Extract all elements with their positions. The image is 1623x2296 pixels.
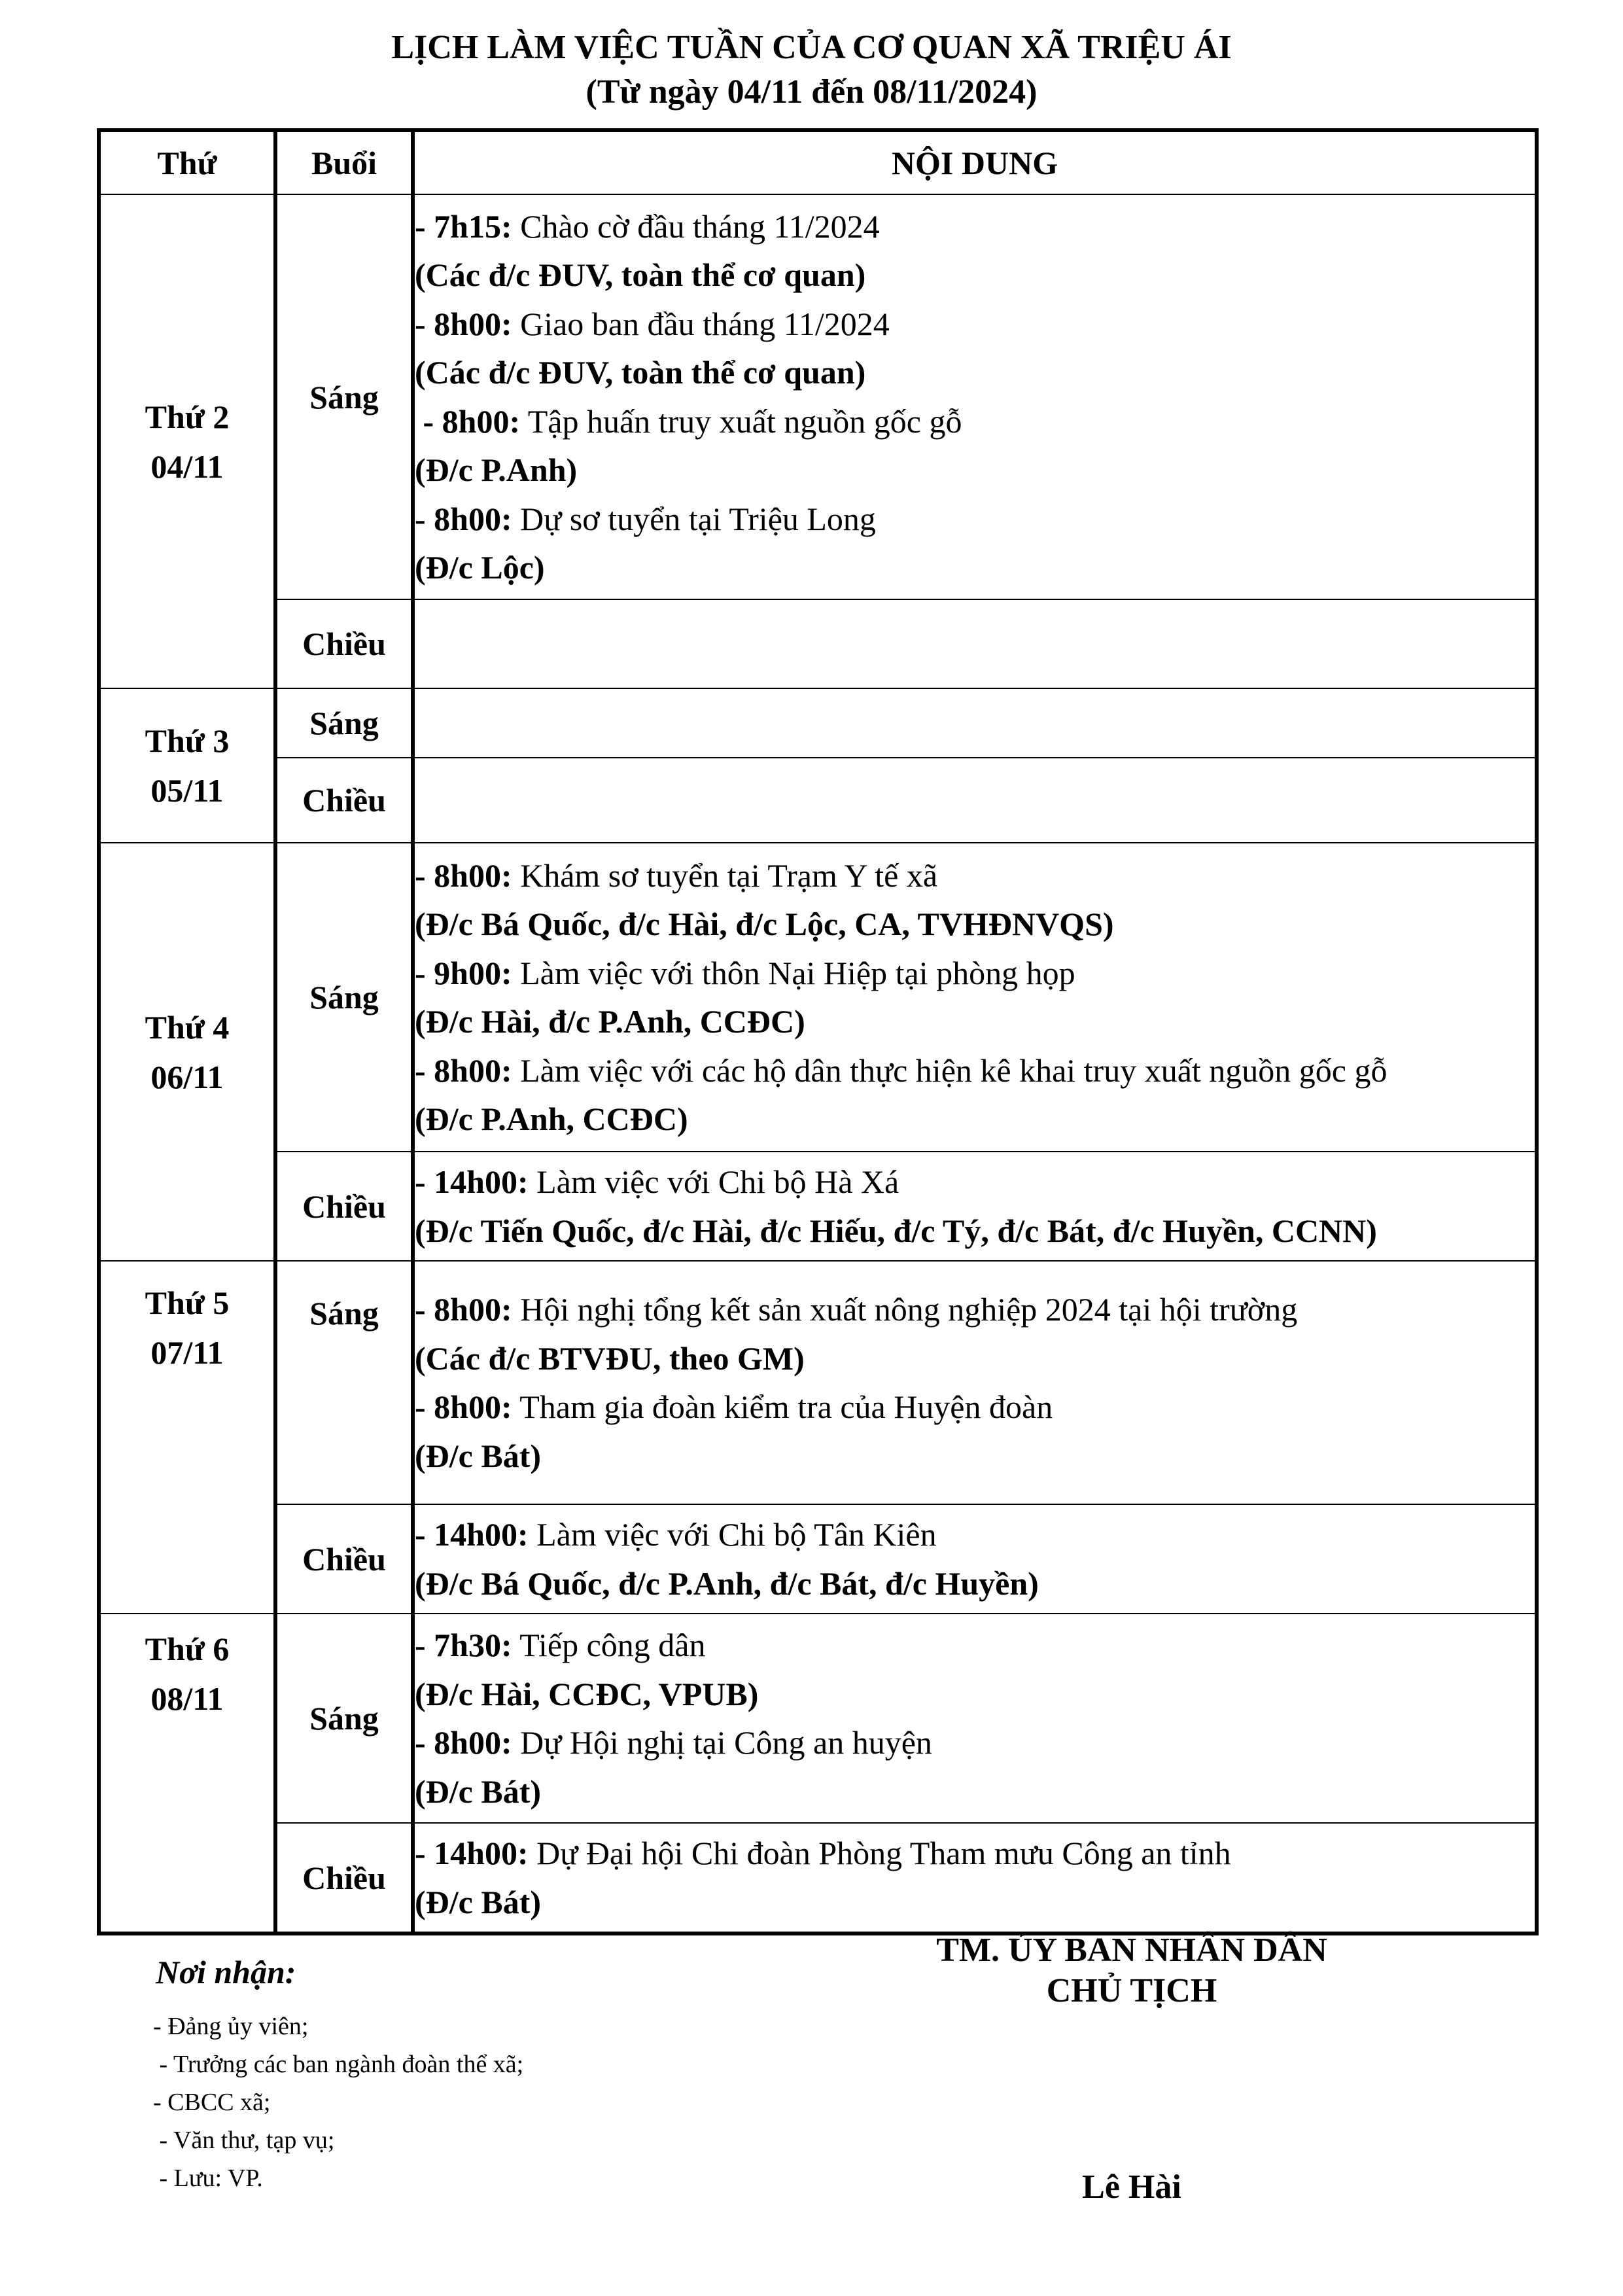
task-people: (Đ/c Tiến Quốc, đ/c Hài, đ/c Hiếu, đ/c Tý, đ/c Bát, đ/c Huyền, CCNN) bbox=[415, 1212, 1377, 1249]
session-morning: Sáng bbox=[275, 1614, 413, 1823]
task-line: - 7h30: Tiếp công dân bbox=[415, 1627, 706, 1663]
header-session: Buổi bbox=[275, 130, 413, 194]
content-cell bbox=[413, 1823, 1537, 1934]
day-cell bbox=[99, 1261, 275, 1614]
content-cell-empty bbox=[413, 688, 1537, 758]
day-name: Thứ 4 bbox=[145, 1008, 230, 1046]
day-name: Thứ 6 bbox=[145, 1631, 230, 1667]
content-cell-empty bbox=[413, 758, 1537, 843]
schedule-table bbox=[97, 128, 1539, 1935]
task-line: - 14h00: Làm việc với Chi bộ Hà Xá bbox=[415, 1163, 899, 1200]
recipient-item: - CBCC xã; bbox=[153, 2089, 271, 2116]
signer-name: Lê Hài bbox=[1082, 2168, 1181, 2206]
recipient-item: - Đảng ủy viên; bbox=[153, 2013, 309, 2040]
day-date: 08/11 bbox=[150, 1680, 224, 1717]
content-cell-empty bbox=[413, 599, 1537, 688]
header-day: Thứ bbox=[99, 130, 275, 194]
recipient-item: - Lưu: VP. bbox=[153, 2164, 263, 2192]
day-date: 06/11 bbox=[150, 1058, 224, 1095]
monday-morning-row bbox=[99, 194, 1537, 599]
content-cell bbox=[413, 843, 1537, 1152]
task-line: - 8h00: Dự sơ tuyển tại Triệu Long bbox=[415, 500, 876, 537]
task-people: (Đ/c Bá Quốc, đ/c P.Anh, đ/c Bát, đ/c Huyền) bbox=[415, 1564, 1039, 1602]
content-cell bbox=[413, 194, 1537, 599]
friday-morning-row bbox=[99, 1614, 1537, 1823]
task-people: (Các đ/c BTVĐU, theo GM) bbox=[415, 1339, 805, 1377]
session-afternoon: Chiều bbox=[275, 1152, 413, 1261]
task-people: (Đ/c P.Anh, CCĐC) bbox=[415, 1101, 688, 1137]
task-line: - 8h00: Hội nghị tổng kết sản xuất nông nghiệp 2024 tại hội trường bbox=[415, 1291, 1298, 1328]
content-cell bbox=[413, 1614, 1537, 1823]
session-morning: Sáng bbox=[275, 1261, 413, 1504]
thursday-morning-row bbox=[99, 1261, 1537, 1504]
task-line: - 8h00: Tham gia đoàn kiểm tra của Huyện đoàn bbox=[415, 1388, 1053, 1425]
task-line: - 8h00: Giao ban đầu tháng 11/2024 bbox=[415, 305, 890, 342]
task-people: (Đ/c Bát) bbox=[415, 1773, 541, 1810]
tuesday-afternoon-row bbox=[99, 758, 1537, 843]
day-cell bbox=[99, 843, 275, 1261]
header-content: NỘI DUNG bbox=[413, 130, 1537, 194]
task-people: (Đ/c Hài, CCĐC, VPUB) bbox=[415, 1675, 759, 1712]
recipients-title: Nơi nhận: bbox=[156, 1954, 296, 1990]
day-date: 04/11 bbox=[150, 448, 224, 485]
task-people: (Đ/c Hài, đ/c P.Anh, CCĐC) bbox=[415, 1003, 805, 1040]
task-people: (Đ/c Bát) bbox=[415, 1437, 541, 1474]
session-afternoon: Chiều bbox=[275, 758, 413, 843]
document-title: LỊCH LÀM VIỆC TUẦN CỦA CƠ QUAN XÃ TRIỆU ÁI bbox=[391, 29, 1232, 66]
day-cell bbox=[99, 1614, 275, 1934]
task-line: - 8h00: Tập huấn truy xuất nguồn gốc gỗ bbox=[415, 402, 962, 440]
recipient-item: - Văn thư, tạp vụ; bbox=[153, 2127, 335, 2154]
task-line: - 9h00: Làm việc với thôn Nại Hiệp tại phòng họp bbox=[415, 954, 1075, 991]
task-line: - 8h00: Dự Hội nghị tại Công an huyện bbox=[415, 1724, 932, 1761]
task-line: - 14h00: Dự Đại hội Chi đoàn Phòng Tham mưu Công an tỉnh bbox=[415, 1835, 1231, 1871]
recipient-item: - Trưởng các ban ngành đoàn thể xã; bbox=[153, 2051, 524, 2078]
day-name: Thứ 5 bbox=[145, 1284, 230, 1321]
session-afternoon: Chiều bbox=[275, 1823, 413, 1934]
day-name: Thứ 3 bbox=[145, 722, 230, 759]
task-people: (Đ/c Bát) bbox=[415, 1883, 541, 1920]
session-morning: Sáng bbox=[275, 688, 413, 758]
task-people: (Đ/c P.Anh) bbox=[415, 451, 578, 488]
content-cell bbox=[413, 1504, 1537, 1614]
task-people: (Các đ/c ĐUV, toàn thể cơ quan) bbox=[415, 354, 866, 391]
friday-afternoon-row bbox=[99, 1823, 1537, 1934]
thursday-afternoon-row bbox=[99, 1504, 1537, 1614]
task-line: - 14h00: Làm việc với Chi bộ Tân Kiên bbox=[415, 1516, 937, 1553]
wednesday-afternoon-row bbox=[99, 1152, 1537, 1261]
day-date: 05/11 bbox=[150, 772, 224, 809]
day-name: Thứ 2 bbox=[145, 398, 230, 435]
task-line: - 8h00: Khám sơ tuyển tại Trạm Y tế xã bbox=[415, 857, 938, 894]
day-cell bbox=[99, 688, 275, 843]
session-afternoon: Chiều bbox=[275, 1504, 413, 1614]
monday-afternoon-row bbox=[99, 599, 1537, 688]
task-line: - 8h00: Làm việc với các hộ dân thực hiện kê khai truy xuất nguồn gốc gỗ bbox=[415, 1051, 1387, 1089]
session-morning: Sáng bbox=[275, 843, 413, 1152]
signature-org: TM. ỦY BAN NHÂN DÂN bbox=[936, 1932, 1327, 1969]
signature-title: CHỦ TỊCH bbox=[1046, 1972, 1217, 2009]
header-row bbox=[99, 130, 1537, 194]
session-afternoon: Chiều bbox=[275, 599, 413, 688]
wednesday-morning-row bbox=[99, 843, 1537, 1152]
day-date: 07/11 bbox=[150, 1334, 224, 1371]
document-subtitle: (Từ ngày 04/11 đến 08/11/2024) bbox=[585, 73, 1038, 111]
content-cell bbox=[413, 1261, 1537, 1504]
tuesday-morning-row bbox=[99, 688, 1537, 758]
session-morning: Sáng bbox=[275, 194, 413, 599]
task-line: - 7h15: Chào cờ đầu tháng 11/2024 bbox=[415, 207, 880, 245]
task-people: (Các đ/c ĐUV, toàn thể cơ quan) bbox=[415, 256, 866, 293]
task-people: (Đ/c Bá Quốc, đ/c Hài, đ/c Lộc, CA, TVHĐNVQS) bbox=[415, 906, 1114, 942]
task-people: (Đ/c Lộc) bbox=[415, 549, 545, 586]
day-cell bbox=[99, 194, 275, 688]
content-cell bbox=[413, 1152, 1537, 1261]
